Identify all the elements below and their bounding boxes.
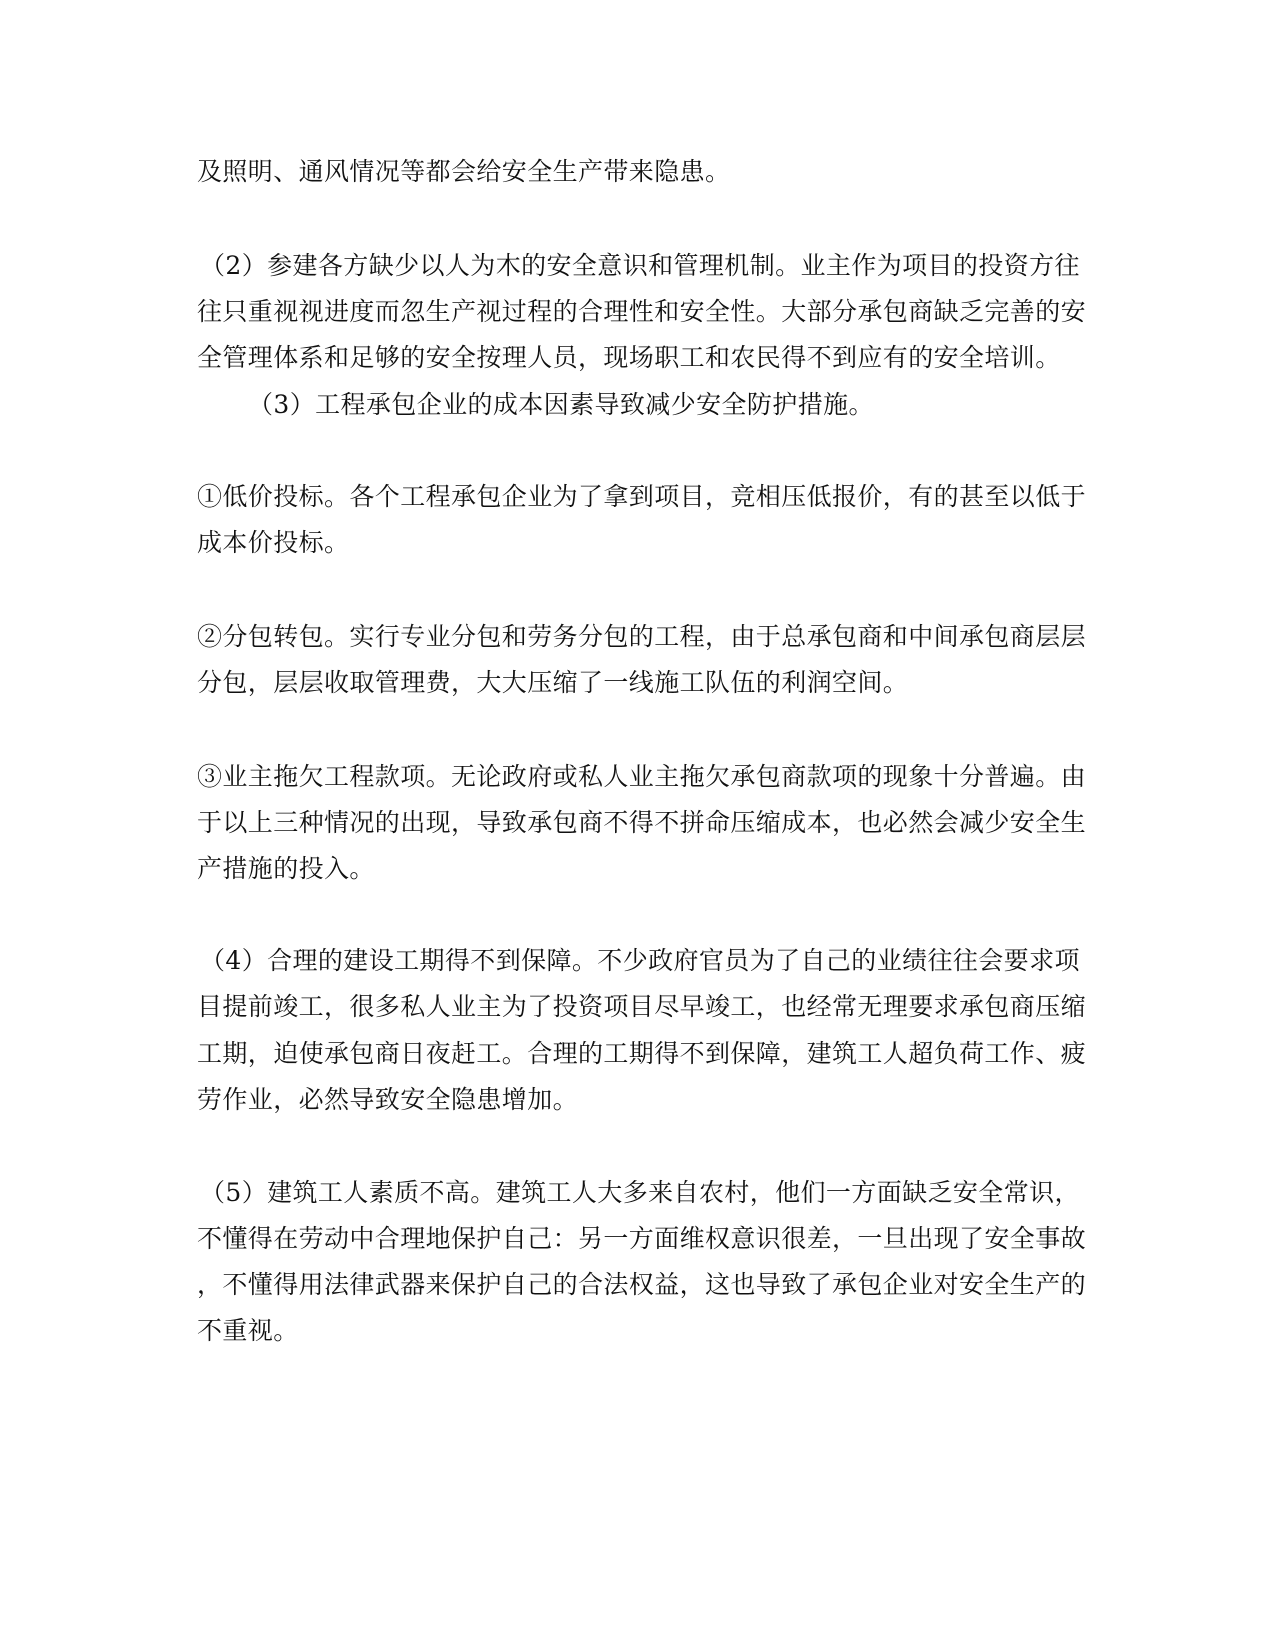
text-line: 劳作业，必然导致安全隐患增加。 bbox=[197, 1085, 579, 1114]
text-line: 成本价投标。 bbox=[197, 528, 350, 557]
text-line: 于以上三种情况的出现，导致承包商不得不拼命压缩成本，也必然会减少安全生 bbox=[197, 808, 1087, 837]
text-line: ①低价投标。各个工程承包企业为了拿到项目，竞相压低报价，有的甚至以低于 bbox=[197, 482, 1087, 511]
text-line: 目提前竣工，很多私人业主为了投资项目尽早竣工，也经常无理要求承包商压缩 bbox=[197, 992, 1087, 1021]
text-line: 产措施的投入。 bbox=[197, 854, 375, 883]
text-line: （4）合理的建设工期得不到保障。不少政府官员为了自己的业绩往往会要求项 bbox=[200, 946, 1080, 975]
text-line: ②分包转包。实行专业分包和劳务分包的工程，由于总承包商和中间承包商层层 bbox=[197, 622, 1087, 651]
text-line: 不重视。 bbox=[197, 1316, 299, 1345]
text-line: ，不懂得用法律武器来保护自己的合法权益，这也导致了承包企业对安全生产的 bbox=[197, 1270, 1087, 1299]
text-line: 工期，迫使承包商日夜赶工。合理的工期得不到保障，建筑工人超负荷工作、疲 bbox=[197, 1039, 1087, 1068]
text-line: 不懂得在劳动中合理地保护自己：另一方面维权意识很差，一旦出现了安全事故 bbox=[197, 1224, 1087, 1253]
text-line: （2）参建各方缺少以人为木的安全意识和管理机制。业主作为项目的投资方往 bbox=[200, 251, 1080, 280]
text-line: （3）工程承包企业的成本因素导致减少安全防护措施。 bbox=[248, 390, 874, 419]
text-line: 及照明、通风情况等都会给安全生产带来隐患。 bbox=[197, 157, 731, 186]
text-line: 往只重视视进度而忽生产视过程的合理性和安全性。大部分承包商缺乏完善的安 bbox=[197, 297, 1087, 326]
text-line: ③业主拖欠工程款项。无论政府或私人业主拖欠承包商款项的现象十分普遍。由 bbox=[197, 762, 1087, 791]
text-line: （5）建筑工人素质不高。建筑工人大多来自农村，他们一方面缺乏安全常识， bbox=[200, 1178, 1080, 1207]
text-line: 全管理体系和足够的安全按理人员，现场职工和农民得不到应有的安全培训。 bbox=[197, 343, 1061, 372]
text-line: 分包，层层收取管理费，大大压缩了一线施工队伍的利润空间。 bbox=[197, 668, 909, 697]
